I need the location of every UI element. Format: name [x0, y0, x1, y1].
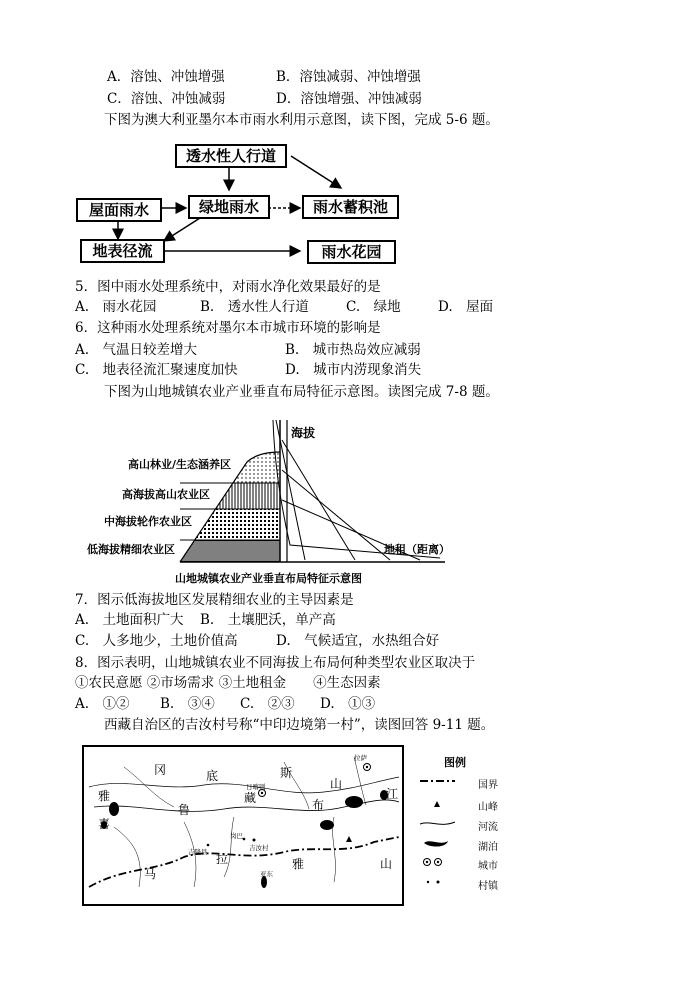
- box-surface-runoff: 地表径流: [80, 239, 165, 263]
- map-label-11: 拉: [216, 852, 229, 866]
- map-label-3: 山: [330, 777, 343, 791]
- legend-title: 图例: [444, 756, 466, 769]
- intro-9-11: 西藏自治区的吉汝村号称“中印边境第一村”，读图回答 9-11 题。: [104, 717, 495, 733]
- legend-item-border: 国界: [478, 780, 498, 791]
- zone-label-forest: 高山林业/生态涵养区: [128, 458, 232, 471]
- town-gangba: 岗巴: [230, 832, 243, 840]
- intro-7-8: 下图为山地城镇农业产业垂直布局特征示意图。读图完成 7-8 题。: [104, 384, 499, 400]
- box-permeable-sidewalk: 透水性人行道: [175, 144, 287, 168]
- q5-option-c: C. 绿地: [346, 299, 401, 315]
- q6-option-d: D. 城市内涝现象消失: [285, 362, 422, 378]
- q7-option-a: A. 土地面积广大: [75, 612, 184, 628]
- q7-option-c: C. 人多地少，土地价值高: [75, 633, 238, 649]
- map-label-10: 马: [144, 867, 157, 881]
- q8-items: ①农民意愿 ②市场需求 ③土地租金 ④生态因素: [75, 675, 381, 691]
- map-label-0: 冈: [154, 763, 167, 777]
- town-yadong: 亚东: [260, 870, 273, 878]
- map-label-2: 斯: [280, 766, 293, 780]
- legend-item-river: 河流: [478, 822, 498, 833]
- box-rain-garden: 雨水花园: [307, 240, 396, 264]
- town-jilong: 吉隆县: [188, 848, 208, 856]
- q8-option-c: C. ②③: [240, 696, 295, 712]
- q7-option-d: D. 气候适宜，水热组合好: [276, 633, 440, 649]
- box-roof-rainwater: 屋面雨水: [76, 198, 162, 222]
- box-greenland-rainwater: 绿地雨水: [188, 195, 270, 219]
- q4-option-b: B．溶蚀减弱、冲蚀增强: [276, 69, 421, 85]
- q8-option-a: A. ①②: [75, 696, 130, 712]
- town-jiru: 吉汝村: [249, 844, 269, 852]
- legend-item-town: 村镇: [478, 881, 498, 892]
- box-rainwater-pool: 雨水蓄积池: [302, 195, 399, 219]
- q7-stem: 7．图示低海拔地区发展精细农业的主导因素是: [75, 592, 354, 608]
- city-rikaze: 日喀则: [246, 783, 266, 791]
- zone-label-low: 低海拔精细农业区: [87, 543, 175, 556]
- q8-stem: 8．图示表明，山地城镇农业不同海拔上布局何种类型农业区取决于: [75, 655, 476, 671]
- map-label-13: 山: [380, 857, 393, 871]
- map-label-1: 底: [206, 769, 219, 783]
- q5-option-b: B. 透水性人行道: [200, 299, 309, 315]
- zone-label-mid: 中海拔轮作农业区: [104, 515, 192, 528]
- q5-option-a: A. 雨水花园: [75, 299, 157, 315]
- q7-option-b: B. 土壤肥沃，单产高: [200, 612, 336, 628]
- legend-item-lake: 湖泊: [478, 842, 498, 853]
- q4-option-c: C．溶蚀、冲蚀减弱: [107, 91, 226, 107]
- q6-option-b: B. 城市热岛效应减弱: [285, 342, 421, 358]
- map-label-9: 喜: [98, 817, 111, 831]
- map-label-8: 江: [386, 787, 399, 801]
- legend-item-city: 城市: [478, 861, 498, 872]
- q4-option-d: D．溶蚀增强、冲蚀减弱: [276, 91, 422, 107]
- map-label-6: 藏: [244, 791, 257, 805]
- city-lasa: 拉萨: [354, 754, 367, 762]
- intro-5-6: 下图为澳大利亚墨尔本市雨水利用示意图，读下图，完成 5-6 题。: [104, 112, 499, 128]
- q8-option-d: D. ①③: [320, 696, 376, 712]
- q6-option-a: A. 气温日较差增大: [75, 342, 198, 358]
- chart-caption: 山地城镇农业产业垂直布局特征示意图: [175, 572, 362, 585]
- q8-option-b: B. ③④: [160, 696, 215, 712]
- q5-stem: 5．图中雨水处理系统中，对雨水净化效果最好的是: [75, 279, 381, 295]
- y-axis-label: 海拔: [291, 426, 316, 440]
- zone-label-high: 高海拔高山农业区: [122, 488, 210, 501]
- map-label-7: 布: [312, 798, 325, 812]
- q6-stem: 6．这种雨水处理系统对墨尔本市城市环境的影响是: [75, 320, 381, 336]
- map-label-5: 鲁: [178, 803, 191, 817]
- x-axis-label: 地租（距离）: [384, 543, 450, 556]
- map-label-12: 雅: [292, 857, 305, 871]
- q4-option-a: A．溶蚀、冲蚀增强: [107, 69, 225, 85]
- legend-item-peak: 山峰: [478, 802, 498, 813]
- q6-option-c: C. 地表径流汇聚速度加快: [75, 362, 238, 378]
- q5-option-d: D. 屋面: [438, 299, 494, 315]
- map-label-4: 雅: [98, 789, 111, 803]
